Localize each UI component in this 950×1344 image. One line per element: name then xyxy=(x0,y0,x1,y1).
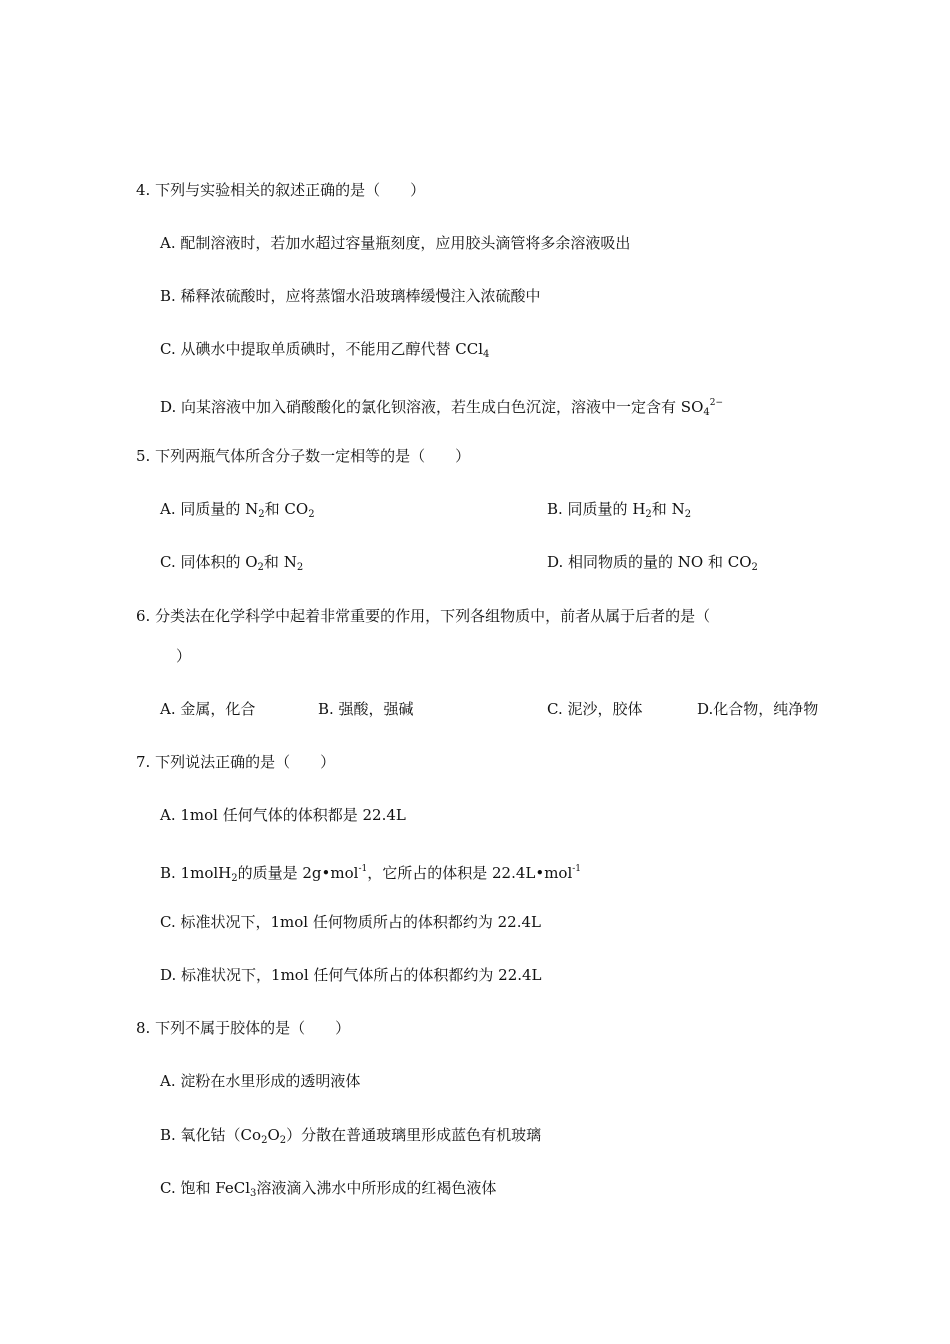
question-6-stem-end: ） xyxy=(176,647,192,665)
question-5-option-b: B. 同质量的 $H_2$和 $N_2$ xyxy=(547,500,692,520)
question-4-option-c: C. 从碘水中提取单质碘时，不能用乙醇代替 CCl$_4$ xyxy=(160,340,490,360)
question-6-option-c: C. 泥沙，胶体 xyxy=(547,700,643,718)
question-6-option-d: D.化合物，纯净物 xyxy=(697,700,819,718)
question-4-option-b: B. 稀释浓硫酸时，应将蒸馏水沿玻璃棒缓慢注入浓硫酸中 xyxy=(160,287,541,305)
question-6-option-a: A. 金属，化合 xyxy=(160,700,256,718)
question-5-stem: 5. 下列两瓶气体所含分子数一定相等的是（ ） xyxy=(136,447,471,465)
question-8-option-a: A. 淀粉在水里形成的透明液体 xyxy=(160,1072,361,1090)
question-7-option-c: C. 标准状况下，1mol 任何物质所占的体积都约为 22.4L xyxy=(160,913,541,931)
question-7-option-d: D. 标准状况下，1mol 任何气体所占的体积都约为 22.4L xyxy=(160,966,542,984)
question-8-option-c: C. 饱和 FeCl$_3$溶液滴入沸水中所形成的红褐色液体 xyxy=(160,1179,497,1199)
question-5-option-c: C. 同体积的 $O_2$和 $N_2$ xyxy=(160,553,304,573)
question-4-option-d: D. 向某溶液中加入硝酸酸化的氯化钡溶液，若生成白色沉淀，溶液中一定含有 $SO_4^{2-}$ xyxy=(160,398,724,418)
question-7-option-a: A. 1mol 任何气体的体积都是 22.4L xyxy=(160,806,406,824)
question-5-option-a: A. 同质量的 $N_2$和 $CO_2$ xyxy=(160,500,315,520)
question-8-option-b: B. 氧化钴$(Co_2O_2)$分散在普通玻璃里形成蓝色有机玻璃 xyxy=(160,1126,542,1146)
question-7-option-b: B. 1molH$_2$的质量是 2g•mol$^{-1}$，它所占的体积是 22.4L•mol$^{-1}$ xyxy=(160,864,582,884)
question-6-stem: 6. 分类法在化学科学中起着非常重要的作用，下列各组物质中，前者从属于后者的是（ xyxy=(136,607,711,625)
question-5-option-d: D. 相同物质的量的 NO 和 $CO_2$ xyxy=(547,553,758,573)
question-6-option-b: B. 强酸，强碱 xyxy=(318,700,414,718)
question-8-stem: 8. 下列不属于胶体的是（ ） xyxy=(136,1019,351,1037)
question-4-stem: 4. 下列与实验相关的叙述正确的是（ ） xyxy=(136,181,426,199)
question-4-option-a: A. 配制溶液时，若加水超过容量瓶刻度，应用胶头滴管将多余溶液吸出 xyxy=(160,234,631,252)
question-7-stem: 7. 下列说法正确的是（ ） xyxy=(136,753,336,771)
